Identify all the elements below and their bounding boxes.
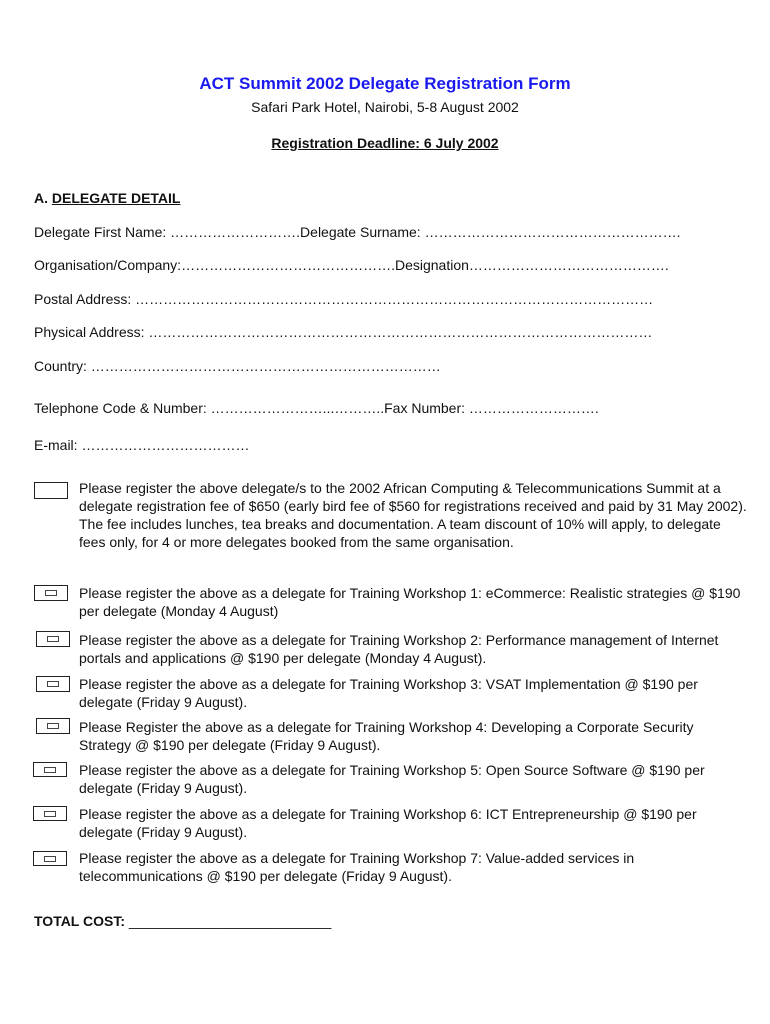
physical-address-field[interactable]: Physical Address: ……………………………………………………………………………………………… — [34, 324, 653, 340]
workshop-5-checkbox[interactable] — [33, 762, 67, 777]
workshop-1-text: Please register the above as a delegate for Training Workshop 1: eCommerce: Realistic strategies @ $190 per delegate (Monday 4 August) — [79, 585, 741, 619]
email-field[interactable]: E-mail: ……………………………… — [34, 437, 250, 453]
total-cost — [34, 913, 331, 929]
postal-address-field[interactable]: Postal Address: ………………………………………………………………………………………………… — [34, 291, 654, 307]
checkbox-inner-icon — [44, 811, 56, 817]
checkbox-inner-icon — [47, 681, 59, 687]
workshop-2-text: Please register the above as a delegate for Training Workshop 2: Performance management of Internet portals and applications @ $190 per delegate (Monday 4 August). — [79, 632, 719, 666]
workshop-5-text: Please register the above as a delegate for Training Workshop 5: Open Source Software @ $190 per delegate (Friday 9 August). — [79, 762, 705, 796]
form-title: ACT Summit 2002 Delegate Registration Form — [199, 74, 571, 93]
checkbox-inner-icon — [44, 767, 56, 773]
workshop-4-text: Please Register the above as a delegate for Training Workshop 4: Developing a Corporate Security Strategy @ $190 per delegate (Friday 9 August). — [79, 719, 694, 753]
checkbox-inner-icon — [44, 856, 56, 862]
workshop-2-checkbox[interactable] — [36, 631, 70, 647]
section-a-label: DELEGATE DETAIL — [51, 190, 181, 206]
section-a-heading — [34, 190, 180, 206]
checkbox-inner-icon — [47, 723, 59, 729]
total-cost-label: TOTAL COST: — [34, 913, 125, 929]
summit-registration-text: Please register the above delegate/s to the 2002 African Computing & Telecommunications Summit at a delegate registration fee of $650 (early bird fee of $560 for registrations received and paid by 31 May 2002). The fee includes lunches, tea breaks and documentation. A team discount of 10% will apply, to delegate fees only, for 4 or more delegates booked from the same organisation. — [79, 480, 747, 550]
total-cost-input-line[interactable]: __________________________ — [128, 913, 332, 929]
workshop-7-checkbox[interactable] — [33, 851, 67, 866]
organisation-designation-field[interactable]: Organisation/Company:……………………………………….Designation……………………………………. — [34, 257, 669, 273]
checkbox-inner-icon — [47, 636, 59, 642]
workshop-1-checkbox[interactable] — [34, 585, 68, 601]
summit-registration-checkbox[interactable] — [34, 482, 68, 499]
country-field[interactable]: Country: ………………………………………………………………… — [34, 358, 441, 374]
checkbox-inner-icon — [45, 590, 57, 596]
workshop-3-text: Please register the above as a delegate for Training Workshop 3: VSAT Implementation @ $190 per delegate (Friday 9 August). — [79, 676, 698, 710]
event-venue-dates: Safari Park Hotel, Nairobi, 5-8 August 2002 — [251, 99, 519, 115]
workshop-3-checkbox[interactable] — [36, 676, 70, 692]
workshop-7-text: Please register the above as a delegate for Training Workshop 7: Value-added services in telecommunications @ $190 per delegate (Friday 9 August). — [79, 850, 635, 884]
delegate-name-field[interactable]: Delegate First Name: ……………………….Delegate Surname: ………………………………………………. — [34, 224, 681, 240]
workshop-6-text: Please register the above as a delegate for Training Workshop 6: ICT Entrepreneurship @ $190 per delegate (Friday 9 August). — [79, 806, 697, 840]
registration-deadline: Registration Deadline: 6 July 2002 — [271, 135, 499, 151]
telephone-fax-field[interactable]: Telephone Code & Number: ……………………...………..Fax Number: ………………………. — [34, 400, 599, 416]
workshop-4-checkbox[interactable] — [36, 718, 70, 734]
workshop-6-checkbox[interactable] — [33, 806, 67, 821]
section-a-prefix: A. — [34, 190, 52, 206]
